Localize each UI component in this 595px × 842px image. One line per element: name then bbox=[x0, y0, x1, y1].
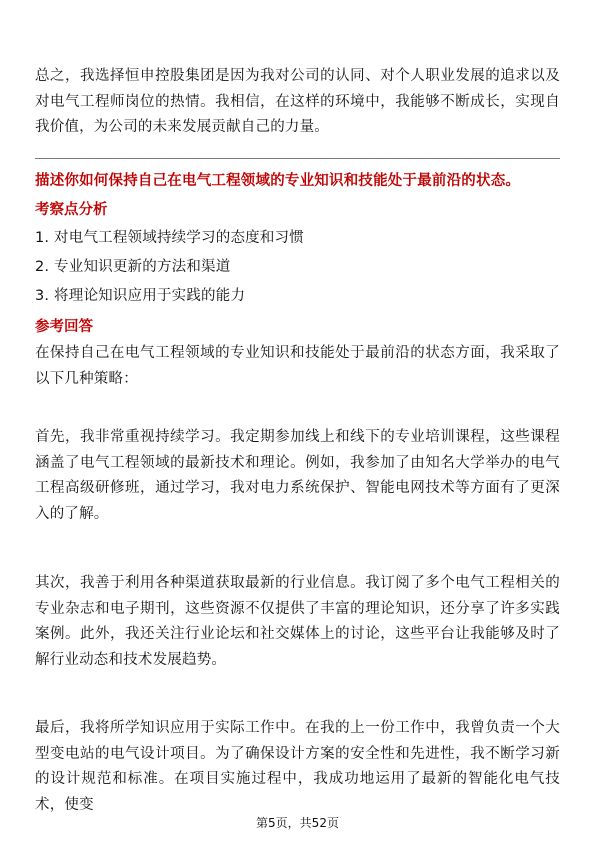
analysis-item: 2. 专业知识更新的方法和渠道 bbox=[35, 259, 231, 275]
page-number: 第5页，共52页 bbox=[256, 816, 339, 830]
question-title: 描述你如何保持自己在电气工程领域的专业知识和技能处于最前沿的状态。 bbox=[35, 173, 521, 189]
analysis-item: 3. 将理论知识应用于实践的能力 bbox=[35, 288, 246, 304]
answer-paragraph: 其次，我善于利用各种渠道获取最新的行业信息。我订阅了多个电气工程相关的专业杂志和电子期刊，这些资源不仅提供了丰富的理论知识，还分享了许多实践案例。此外，我还关注行业论坛和社交媒体上的讨论，这些平台让我能够及时了解行业动态和技术发展趋势。 bbox=[35, 575, 560, 668]
answer-paragraph: 首先，我非常重视持续学习。我定期参加线上和线下的专业培训课程，这些课程涵盖了电气工程领域的最新技术和理论。例如，我参加了由知名大学举办的电气工程高级研修班，通过学习，我对电力系统保护、智能电网技术等方面有了更深入的了解。 bbox=[35, 429, 560, 522]
analysis-item: 1. 对电气工程领域持续学习的态度和习惯 bbox=[35, 230, 304, 246]
answer-heading: 参考回答 bbox=[35, 319, 93, 335]
answer-paragraph: 最后，我将所学知识应用于实际工作中。在我的上一份工作中，我曾负责一个大型变电站的电气设计项目。为了确保设计方案的安全性和先进性，我不断学习新的设计规范和标准。在项目实施过程中，我成功地运用了最新的智能化电气技术，使变 bbox=[35, 720, 560, 813]
closing-paragraph: 总之，我选择恒申控股集团是因为我对公司的认同、对个人职业发展的追求以及对电气工程师岗位的热情。我相信，在这样的环境中，我能够不断成长，实现自我价值，为公司的未来发展贡献自己的力量。 bbox=[35, 68, 560, 135]
analysis-heading: 考察点分析 bbox=[35, 202, 108, 218]
answer-paragraph: 在保持自己在电气工程领域的专业知识和技能处于最前沿的状态方面，我采取了以下几种策略： bbox=[35, 345, 560, 387]
section-divider bbox=[35, 158, 560, 159]
